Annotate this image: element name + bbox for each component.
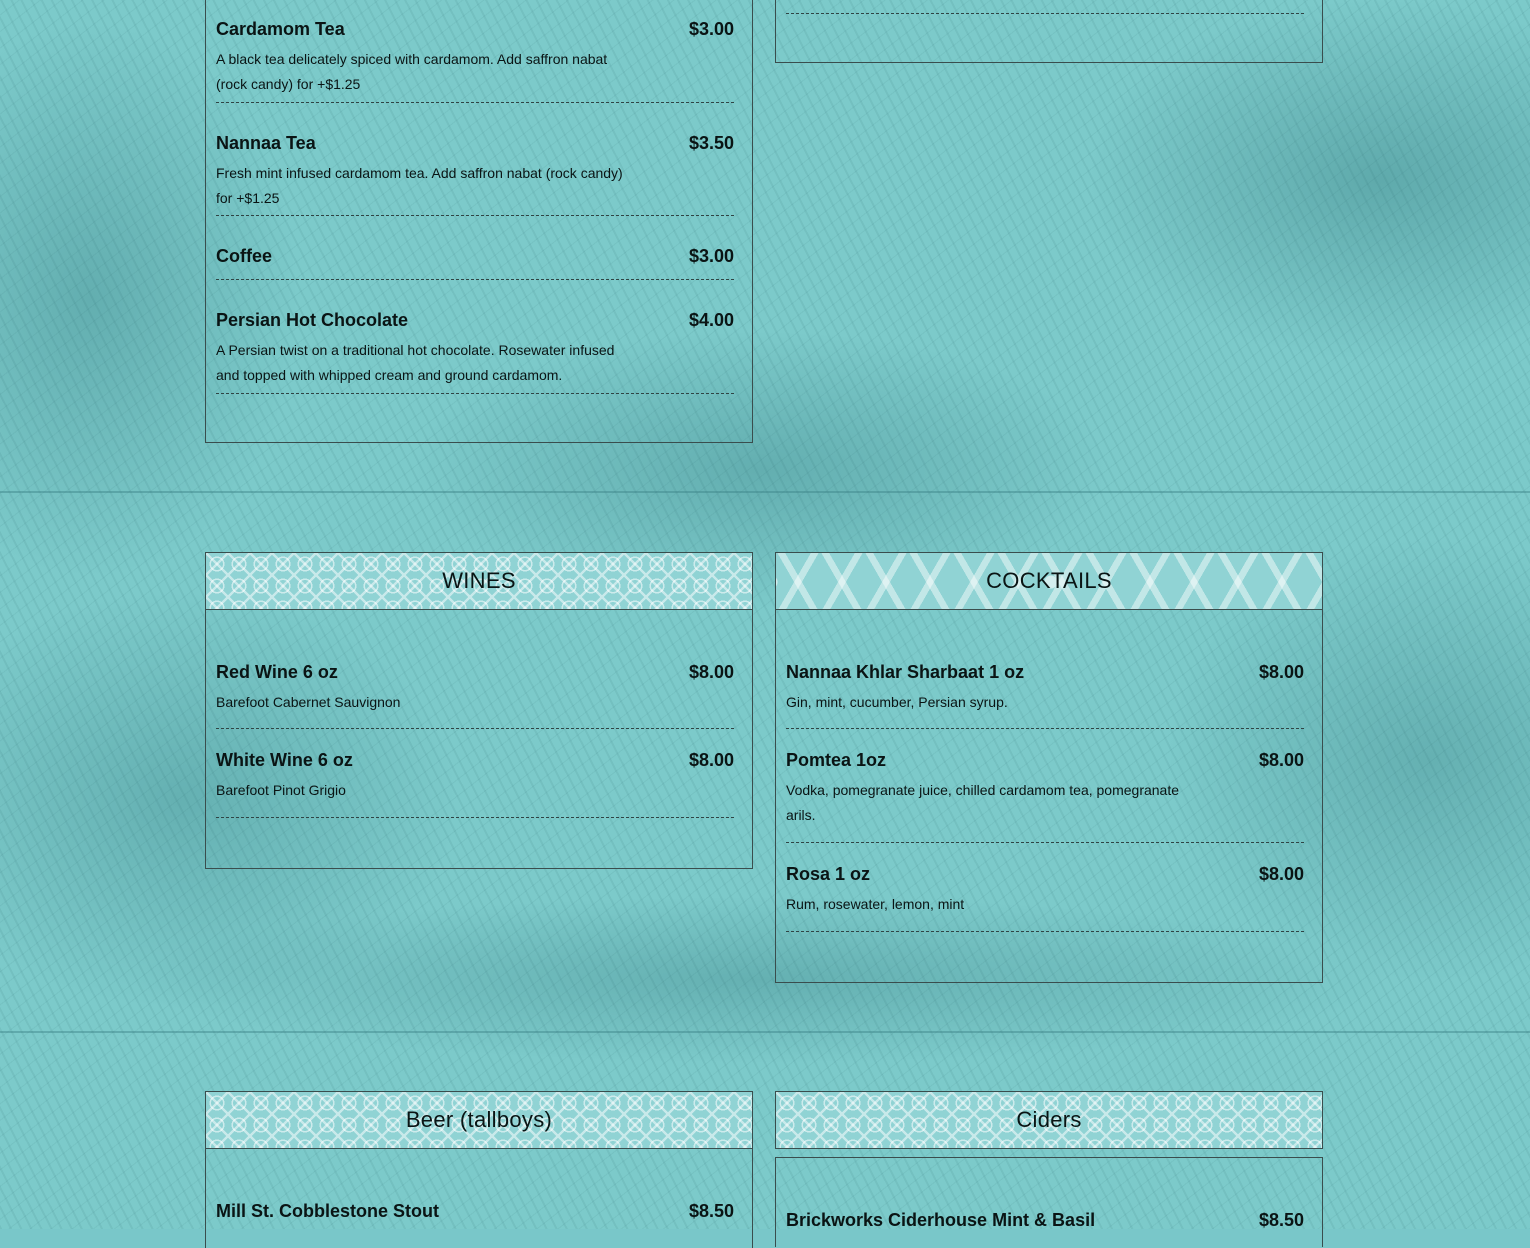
item-name: Nannaa Khlar Sharbaat 1 oz [786,662,1025,682]
item-price: $8.00 [1258,864,1304,884]
wines-panel [205,609,753,869]
section-divider [0,491,1530,493]
menu-item [216,662,734,729]
menu-item [786,864,1304,932]
wines-header [205,552,753,610]
menu-item [786,750,1304,843]
section-title: COCKTAILS [986,568,1112,593]
item-name: Brickworks Ciderhouse Mint & Basil [786,1210,1096,1230]
item-name: White Wine 6 oz [216,750,353,770]
item-name: Cardamom Tea [216,19,345,39]
item-name: Mill St. Cobblestone Stout [216,1201,439,1221]
menu-item [216,133,734,216]
hot-drinks-panel [205,0,753,443]
ciders-header [775,1091,1323,1149]
beer-panel [205,1148,753,1248]
section-divider [0,1031,1530,1033]
right-column-panel [775,0,1323,63]
menu-item [216,19,734,103]
item-price: $3.00 [688,246,734,266]
menu-item [786,1210,1304,1240]
item-price: $3.00 [688,19,734,39]
item-price: $3.50 [688,133,734,153]
item-description: Fresh mint infused cardamom tea. Add saffron nabat (rock candy) for +$1.25 [216,165,623,206]
item-description: Rum, rosewater, lemon, mint [786,896,965,912]
item-price: $8.00 [1258,750,1304,770]
menu-item [216,246,734,280]
item-price: $8.00 [688,662,734,682]
section-title: Ciders [1016,1107,1082,1132]
menu-item [786,662,1304,729]
item-price: $4.00 [688,310,734,330]
item-name: Pomtea 1oz [786,750,887,770]
item-description: Barefoot Pinot Grigio [216,782,346,798]
item-description: Gin, mint, cucumber, Persian syrup. [786,694,1008,710]
item-price: $8.50 [1258,1210,1304,1230]
menu-item [216,750,734,818]
beer-header [205,1091,753,1149]
cocktails-header [775,552,1323,610]
menu-item [216,310,734,394]
item-description: Vodka, pomegranate juice, chilled cardamom tea, pomegranate arils. [786,782,1180,823]
item-description: Barefoot Cabernet Sauvignon [216,694,401,710]
item-description: A black tea delicately spiced with cardamom. Add saffron nabat (rock candy) for +$1.25 [216,51,608,92]
ciders-panel [775,1157,1323,1247]
cocktails-panel [775,609,1323,983]
menu-item-divider [786,0,1304,14]
item-price: $8.00 [688,750,734,770]
item-description: A Persian twist on a traditional hot chocolate. Rosewater infused and topped with whipped cream and ground cardamom. [216,342,615,383]
section-title: Beer (tallboys) [405,1107,553,1132]
item-name: Nannaa Tea [216,133,316,153]
item-price: $8.00 [1258,662,1304,682]
item-name: Coffee [216,246,273,266]
section-title: WINES [442,568,516,593]
item-price: $8.50 [688,1201,734,1221]
menu-item [216,1201,734,1241]
item-name: Rosa 1 oz [786,864,871,884]
item-name: Red Wine 6 oz [216,662,338,682]
item-name: Persian Hot Chocolate [216,310,409,330]
